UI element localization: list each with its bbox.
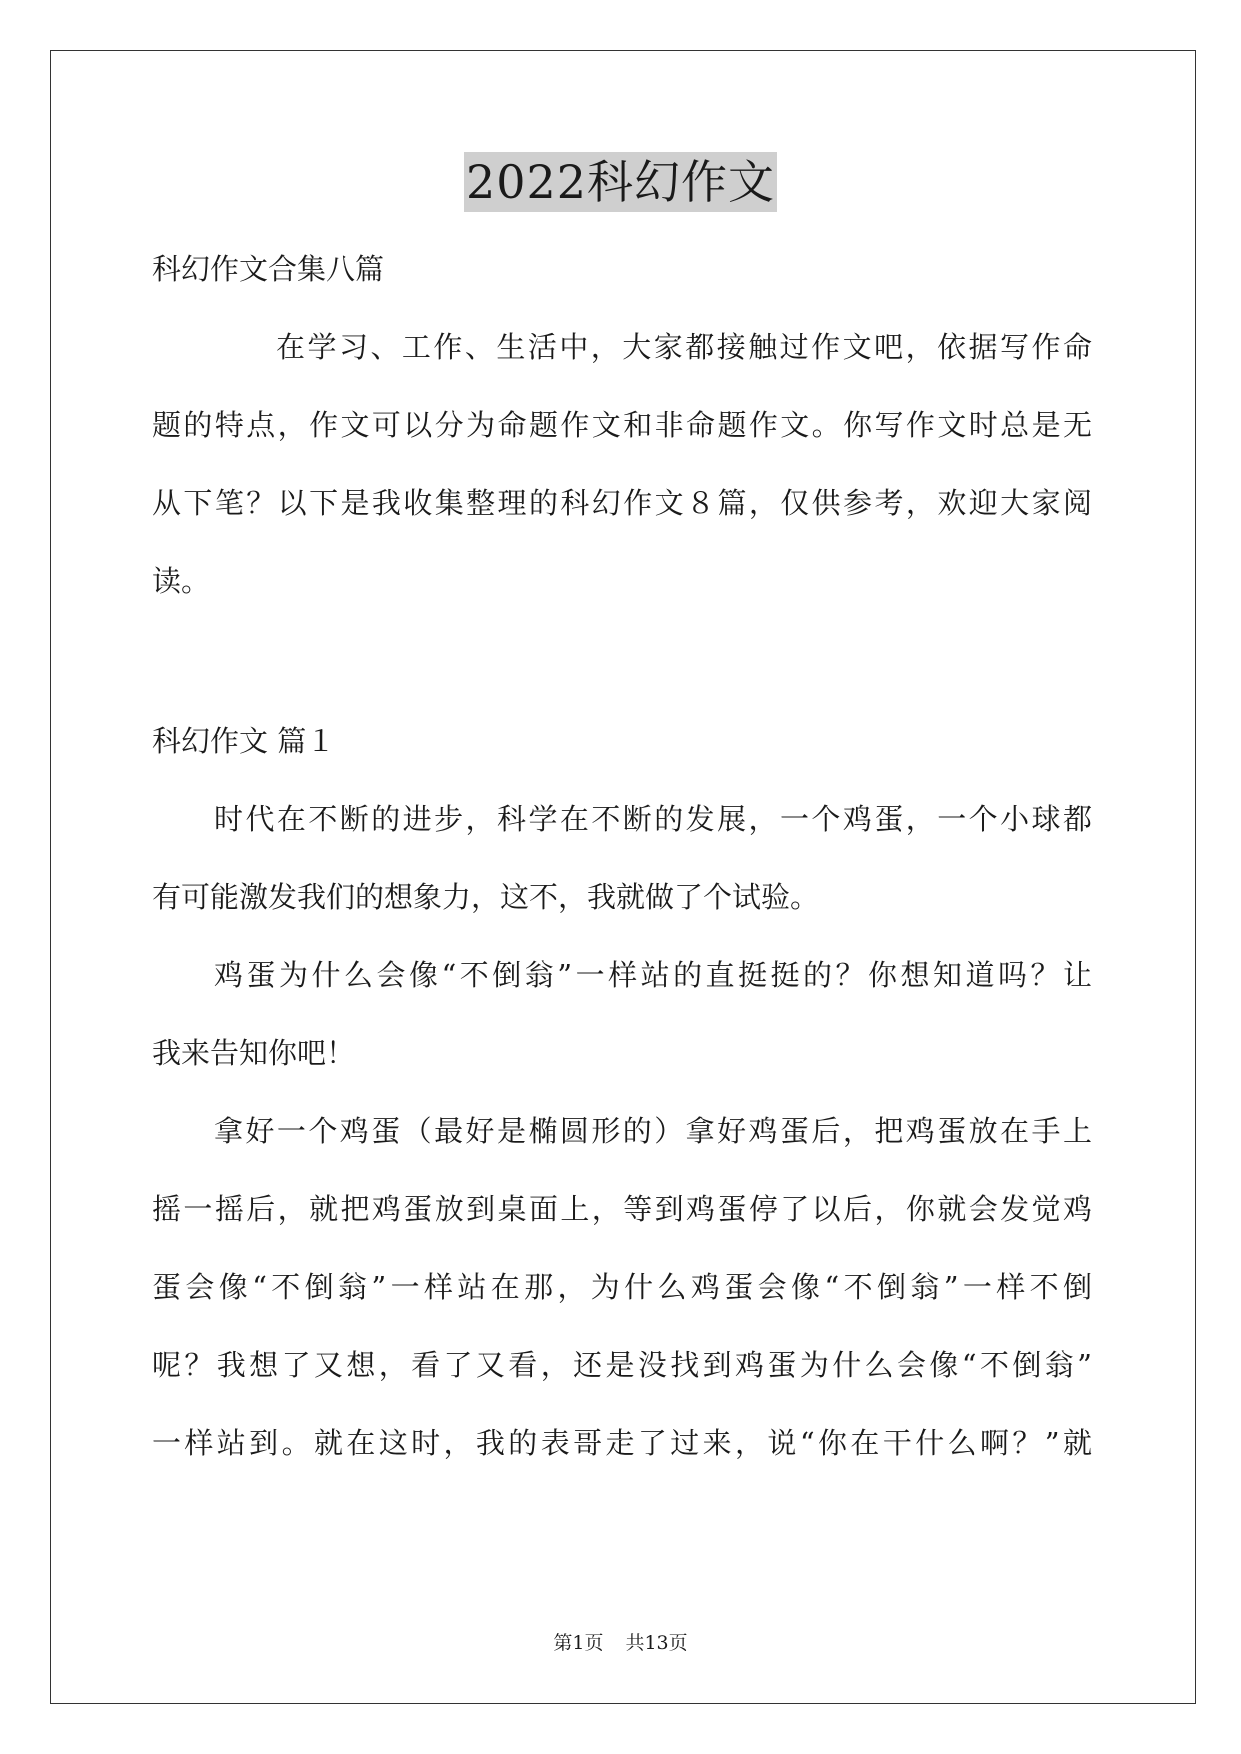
paragraph-line: 一样站到。就在这时，我的表哥走了过来，说“你在干什么啊？”就 bbox=[152, 1426, 1092, 1460]
paragraph-line: 时代在不断的进步，科学在不断的发展，一个鸡蛋，一个小球都 bbox=[214, 802, 1092, 836]
paragraph-line: 蛋会像“不倒翁”一样站在那，为什么鸡蛋会像“不倒翁”一样不倒 bbox=[152, 1270, 1092, 1304]
subtitle: 科幻作文合集八篇 bbox=[152, 252, 385, 286]
section-gap bbox=[152, 620, 1092, 702]
page-footer bbox=[0, 1630, 1241, 1656]
paragraph-line: 我来告知你吧！ bbox=[152, 1036, 356, 1070]
paragraph-line: 鸡蛋为什么会像“不倒翁”一样站的直挺挺的？你想知道吗？让 bbox=[214, 958, 1092, 992]
intro-line: 在学习、工作、生活中，大家都接触过作文吧，依据写作命 bbox=[276, 330, 1092, 364]
intro-line: 从下笔？以下是我收集整理的科幻作文８篇，仅供参考，欢迎大家阅 bbox=[152, 486, 1092, 520]
document-title: 2022科幻作文 bbox=[464, 152, 777, 212]
page-number: 第1页 bbox=[553, 1632, 604, 1654]
section-heading: 科幻作文 篇１ bbox=[152, 724, 336, 758]
paragraph-line: 呢？我想了又想，看了又看，还是没找到鸡蛋为什么会像“不倒翁” bbox=[152, 1348, 1092, 1382]
paragraph-line: 有可能激发我们的想象力，这不，我就做了个试验。 bbox=[152, 880, 820, 914]
title-container bbox=[0, 152, 1241, 212]
document-body bbox=[152, 230, 1092, 1482]
paragraph-line: 拿好一个鸡蛋（最好是椭圆形的）拿好鸡蛋后，把鸡蛋放在手上 bbox=[214, 1114, 1092, 1148]
page-total: 共13页 bbox=[625, 1632, 688, 1654]
paragraph-line: 摇一摇后，就把鸡蛋放到桌面上，等到鸡蛋停了以后，你就会发觉鸡 bbox=[152, 1192, 1092, 1226]
intro-line: 读。 bbox=[152, 564, 211, 598]
intro-line: 题的特点，作文可以分为命题作文和非命题作文。你写作文时总是无 bbox=[152, 408, 1092, 442]
